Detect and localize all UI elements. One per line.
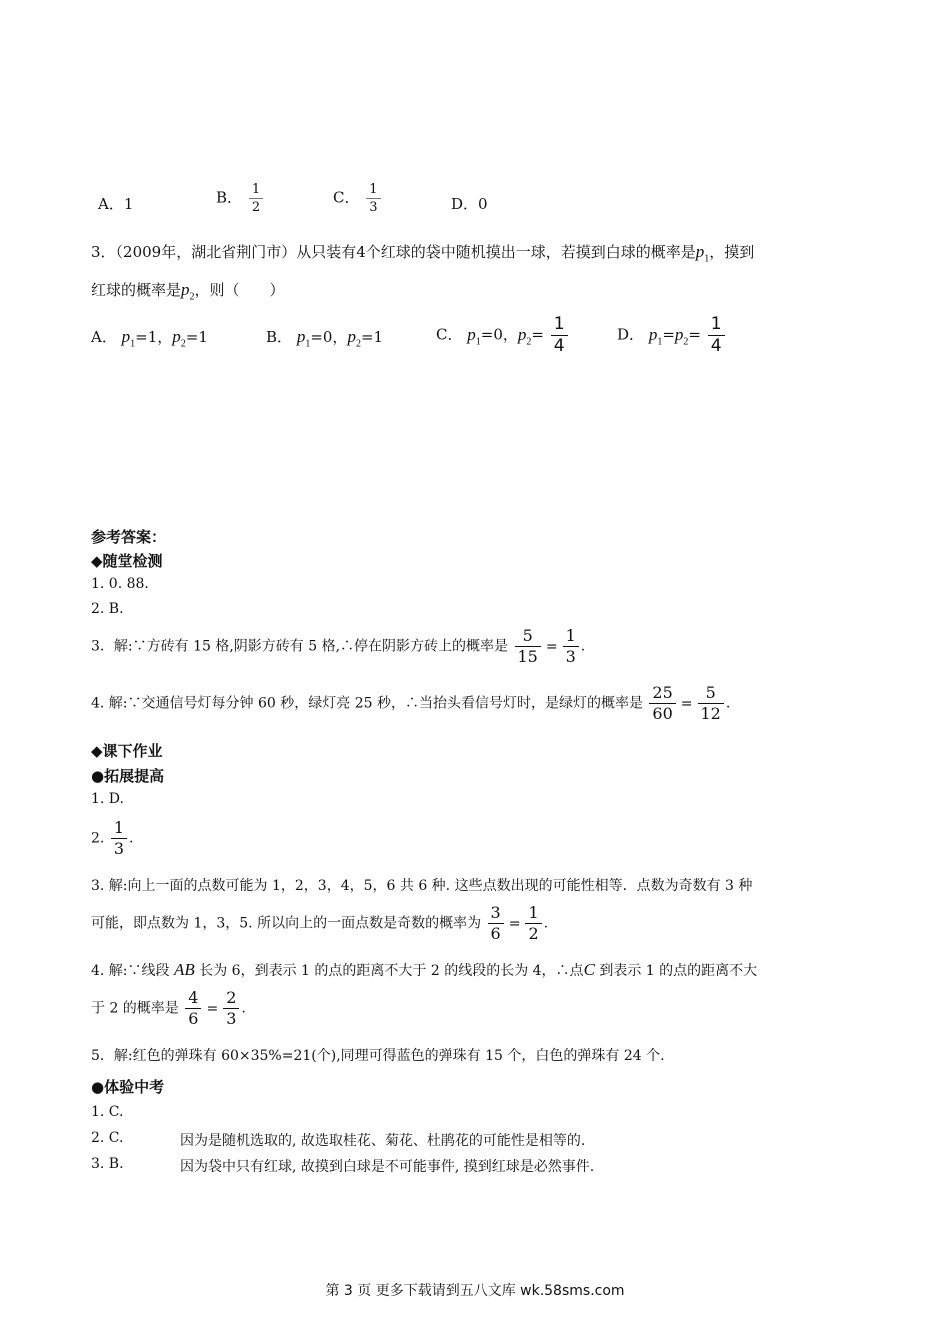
q3-option-c: C． $p_1=0$，$p_2=$ $\frac{1}{4}$ <box>436 316 570 355</box>
answer-item <box>91 1156 124 1172</box>
q2-option-c-fraction <box>366 183 380 214</box>
answer-line: 于 2 的概率是 $\frac{4}{6}$ = $\frac{2}{3}$ . <box>91 988 246 1028</box>
answer-explanation: 因为是随机选取的, 故选取桂花、菊花、杜鹃花的可能性是相等的. <box>180 1133 586 1149</box>
fraction-numerator: 5 <box>522 626 533 645</box>
answer-text: 长为 6，到表示 1 的点的距离不大于 2 的线段的长为 4，∴点 <box>199 963 584 979</box>
fraction-denominator: 6 <box>488 923 504 942</box>
answer-line <box>91 960 757 980</box>
answer-line: 3. 解:向上一面的点数可能为 1，2，3，4，5，6 共 6 种. 这些点数出现的可能性相等．点数为奇数有 3 种 <box>91 878 753 894</box>
fraction <box>111 820 127 857</box>
option-prefix: D． <box>617 325 645 344</box>
fraction-numerator: 1 <box>113 818 124 837</box>
point-c: C <box>583 960 595 979</box>
fraction-numerator: 1 <box>565 626 576 645</box>
fraction <box>649 685 675 722</box>
fraction-numerator: 4 <box>188 988 199 1007</box>
option-expr-2: = <box>688 325 701 344</box>
fraction-denominator: 4 <box>708 335 725 355</box>
fraction <box>563 628 579 665</box>
fraction <box>185 990 201 1027</box>
p1-symbol <box>695 242 710 265</box>
fraction-denominator: 3 <box>111 838 127 857</box>
fraction-denominator: 4 <box>551 335 568 355</box>
q2-option-a: A．1 <box>98 195 134 213</box>
fraction-denominator: 12 <box>698 703 724 722</box>
answer-item: 5．解:红色的弹珠有 60×35%=21(个),同理可得蓝色的弹珠有 15 个，白色的弹珠有 24 个. <box>91 1048 665 1064</box>
fraction <box>525 905 541 942</box>
q3-line-1-text: 3．（2009年，湖北省荆门市）从只装有4个红球的袋中随机摸出一球，若摸到白球的概率是 <box>91 243 696 261</box>
q2-option-b-fraction <box>249 183 263 214</box>
option-expr-2: = <box>531 325 544 344</box>
q3-line-2 <box>91 279 285 302</box>
fraction-denominator: 6 <box>185 1008 201 1027</box>
fraction-denominator: 3 <box>563 646 579 665</box>
fraction-denominator: 2 <box>525 923 541 942</box>
answer-label: 3. B. <box>91 1156 124 1172</box>
answer-item: 3．解:∵方砖有 15 格,阴影方砖有 5 格,∴停在阴影方砖上的概率是 $\frac{5}{15}$ = $\frac{1}{3}$ . <box>91 626 586 666</box>
fraction-numerator: 5 <box>705 683 716 702</box>
subsection-heading: ●拓展提高 <box>91 767 165 785</box>
answer-item: 1. 0. 88. <box>91 576 149 592</box>
answer-label: 2. C. <box>91 1130 124 1146</box>
section-heading: ◆随堂检测 <box>91 552 163 570</box>
fraction-numerator: 3 <box>490 903 501 922</box>
section-heading: ◆课下作业 <box>91 742 163 760</box>
answer-explanation: 因为袋中只有红球, 故摸到白球是不可能事件, 摸到红球是必然事件. <box>180 1159 595 1175</box>
p1-sub: 1 <box>704 253 710 265</box>
option-prefix: B． <box>266 328 293 346</box>
option-expr: = <box>662 325 675 344</box>
fraction-numerator: 1 <box>710 314 722 334</box>
answer-item: 2. B. <box>91 601 124 617</box>
option-expr: =0， <box>480 325 518 344</box>
fraction-numerator: 1 <box>251 182 261 197</box>
q3-option-c-fraction <box>551 316 568 355</box>
answer-prefix: 2. <box>91 830 105 847</box>
answer-line: 可能，即点数为 1，3，5. 所以向上的一面点数是奇数的概率为 $\frac{3}{6}$ = $\frac{1}{2}$ . <box>91 903 549 943</box>
fraction-denominator: 2 <box>249 198 263 214</box>
subsection-heading: ●体验中考 <box>91 1078 165 1096</box>
answer-item <box>91 1130 123 1146</box>
answer-item: 1. C. <box>91 1104 124 1120</box>
fraction-denominator: 60 <box>649 703 675 722</box>
fraction-denominator: 15 <box>515 646 541 665</box>
p2-var: p <box>181 280 190 299</box>
fraction-numerator: 1 <box>528 903 539 922</box>
answer-item: 4. 解:∵交通信号灯每分钟 60 秒，绿灯亮 25 秒，∴当抬头看信号灯时，是绿灯的概率是 $\frac{25}{60}$ = $\frac{5}{12}$ . <box>91 683 731 723</box>
answer-text: 到表示 1 的点的距离不大 <box>599 963 758 979</box>
q2-option-c <box>333 183 383 214</box>
option-expr: =1， <box>135 328 173 346</box>
q2-option-c-prefix: C． <box>333 188 360 207</box>
p2-symbol <box>181 280 195 303</box>
option-expr-2: =1 <box>185 328 208 346</box>
fraction <box>698 685 724 722</box>
fraction-numerator: 25 <box>652 683 673 702</box>
answer-text: 4. 解:∵交通信号灯每分钟 60 秒，绿灯亮 25 秒，∴当抬头看信号灯时，是绿灯的概率是 <box>91 695 643 712</box>
q3-option-d: D． $p_1=p_2=$ $\frac{1}{4}$ <box>617 316 727 355</box>
fraction <box>515 628 541 665</box>
q3-option-a: A． $p_1=1$，$p_2=1$ <box>91 327 208 350</box>
page-footer: 第 3 页 更多下载请到五八文库 wk.58sms.com <box>325 1283 625 1299</box>
option-expr: =0， <box>310 328 348 346</box>
q2-option-b-prefix: B． <box>216 188 243 207</box>
q3-option-d-fraction <box>708 316 725 355</box>
fraction-numerator: 1 <box>369 182 378 197</box>
fraction-denominator: 3 <box>223 1008 239 1027</box>
option-expr-2: =1 <box>360 328 384 346</box>
option-prefix: C． <box>436 325 463 344</box>
fraction <box>223 990 239 1027</box>
answer-text: 可能，即点数为 1，3，5. 所以向上的一面点数是奇数的概率为 <box>91 915 482 932</box>
option-prefix: A． <box>91 328 117 346</box>
q3-line-2-text: 红球的概率是 <box>91 281 182 299</box>
q3-option-b: B． $p_1=0$，$p_2=1$ <box>266 327 384 350</box>
fraction <box>488 905 504 942</box>
q3-line-1 <box>91 241 754 264</box>
q3-line-2-tail: ，则（ ） <box>194 281 285 299</box>
fraction-denominator: 3 <box>366 198 380 214</box>
fraction-numerator: 2 <box>226 988 237 1007</box>
answer-text: 4. 解:∵线段 <box>91 963 170 979</box>
q2-option-d: D．0 <box>451 195 488 213</box>
answer-text: 于 2 的概率是 <box>91 1000 179 1017</box>
q2-option-b <box>216 183 265 214</box>
q3-line-1-tail: ，摸到 <box>709 243 755 261</box>
p1-var: p <box>695 242 705 261</box>
answer-item: 2. $\frac{1}{3}$ . <box>91 818 134 858</box>
fraction-numerator: 1 <box>553 314 565 334</box>
answer-text: 3．解:∵方砖有 15 格,阴影方砖有 5 格,∴停在阴影方砖上的概率是 <box>91 638 509 655</box>
answers-title: 参考答案： <box>91 528 167 546</box>
answer-item: 1. D. <box>91 791 124 807</box>
p2-sub: 2 <box>189 291 195 303</box>
segment-ab: AB <box>173 960 195 979</box>
